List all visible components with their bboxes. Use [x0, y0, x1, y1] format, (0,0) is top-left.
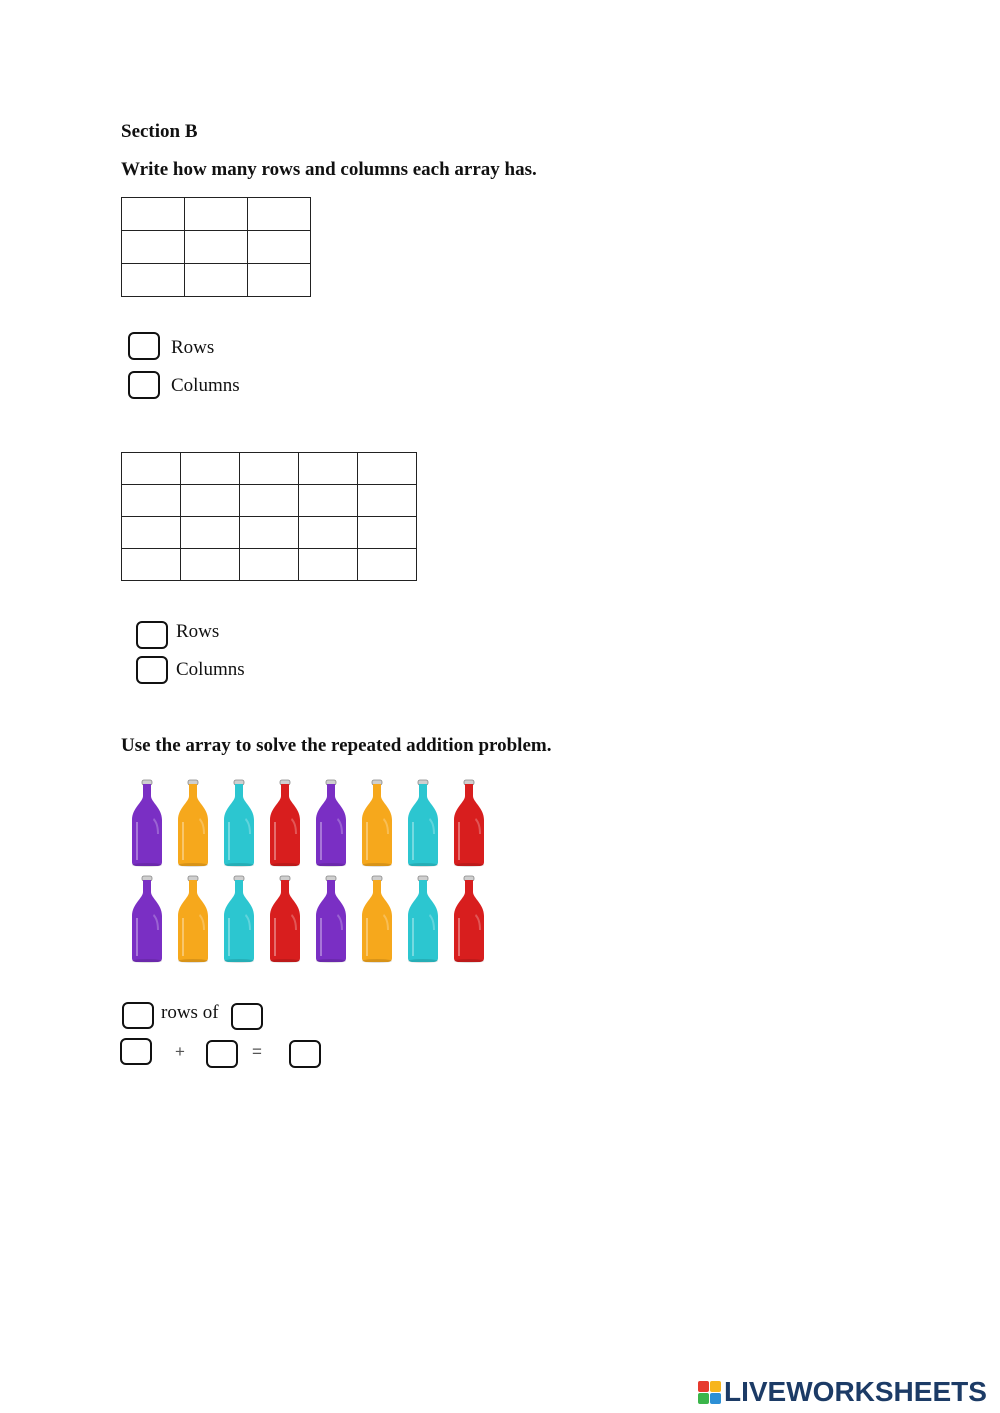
- grid-cell: [299, 485, 358, 517]
- grid-cell: [248, 264, 311, 297]
- grid-cell: [358, 453, 417, 485]
- grid-cell: [248, 198, 311, 231]
- grid-cell: [240, 549, 299, 581]
- grid-row: [122, 485, 417, 517]
- bottle-icon: [400, 778, 446, 868]
- grid-cell: [185, 264, 248, 297]
- grid-row: [122, 198, 311, 231]
- grid-cell: [240, 453, 299, 485]
- bottle-icon: [308, 874, 354, 964]
- grid-cell: [181, 549, 240, 581]
- bottle-icon: [262, 778, 308, 868]
- bottle-icon: [216, 778, 262, 868]
- array-1-columns-answer-box[interactable]: [128, 371, 160, 399]
- grid-cell: [185, 231, 248, 264]
- bottle-icon: [354, 778, 400, 868]
- grid-cell: [122, 231, 185, 264]
- grid-cell: [181, 453, 240, 485]
- grid-cell: [299, 453, 358, 485]
- bottle-row: [124, 778, 492, 868]
- bottle-icon: [446, 778, 492, 868]
- bottle-icon: [124, 778, 170, 868]
- sum-answer-box[interactable]: [289, 1040, 321, 1068]
- grid-cell: [358, 485, 417, 517]
- grid-cell: [122, 198, 185, 231]
- per-row-answer-box[interactable]: [231, 1003, 263, 1030]
- logo-tile: [698, 1381, 709, 1392]
- grid-cell: [122, 549, 181, 581]
- grid-cell: [122, 517, 181, 549]
- logo-tile: [710, 1393, 721, 1404]
- logo-text: LIVEWORKSHEETS: [724, 1376, 987, 1407]
- grid-cell: [299, 517, 358, 549]
- array-2-rows-answer-box[interactable]: [136, 621, 168, 649]
- grid-cell: [181, 517, 240, 549]
- equals-sign: =: [252, 1042, 262, 1061]
- array-2-columns-label: Columns: [176, 659, 245, 680]
- addend-2-answer-box[interactable]: [206, 1040, 238, 1068]
- liveworksheets-logo: [698, 1376, 987, 1408]
- bottle-row: [124, 874, 492, 964]
- bottle-icon: [124, 874, 170, 964]
- array-1-rows-answer-box[interactable]: [128, 332, 160, 360]
- grid-row: [122, 453, 417, 485]
- instruction-rows-columns: Write how many rows and columns each array has.: [121, 159, 537, 180]
- logo-tile: [710, 1381, 721, 1392]
- array-2-columns-answer-box[interactable]: [136, 656, 168, 684]
- logo-tiles-icon: [698, 1381, 721, 1404]
- grid-cell: [240, 485, 299, 517]
- grid-cell: [248, 231, 311, 264]
- array-grid-2: [121, 452, 417, 581]
- grid-cell: [240, 517, 299, 549]
- section-title: Section B: [121, 121, 198, 142]
- bottle-icon: [216, 874, 262, 964]
- grid-cell: [181, 485, 240, 517]
- grid-cell: [299, 549, 358, 581]
- grid-cell: [358, 549, 417, 581]
- array-1-columns-label: Columns: [171, 375, 240, 396]
- bottle-icon: [170, 874, 216, 964]
- bottle-icon: [400, 874, 446, 964]
- logo-tile: [698, 1393, 709, 1404]
- grid-cell: [122, 453, 181, 485]
- bottle-icon: [446, 874, 492, 964]
- addend-1-answer-box[interactable]: [120, 1038, 152, 1065]
- bottle-icon: [262, 874, 308, 964]
- grid-cell: [122, 264, 185, 297]
- array-grid-1: [121, 197, 311, 297]
- grid-row: [122, 517, 417, 549]
- grid-cell: [185, 198, 248, 231]
- rows-of-label: rows of: [161, 1002, 219, 1023]
- grid-cell: [358, 517, 417, 549]
- array-1-rows-label: Rows: [171, 337, 215, 358]
- bottle-array-image: [124, 778, 492, 970]
- plus-sign: +: [175, 1042, 185, 1061]
- array-2-rows-label: Rows: [176, 621, 220, 642]
- bottle-icon: [308, 778, 354, 868]
- instruction-repeated-addition: Use the array to solve the repeated addition problem.: [121, 735, 552, 756]
- grid-row: [122, 549, 417, 581]
- bottle-icon: [354, 874, 400, 964]
- grid-row: [122, 231, 311, 264]
- grid-cell: [122, 485, 181, 517]
- grid-row: [122, 264, 311, 297]
- bottle-icon: [170, 778, 216, 868]
- rows-count-answer-box[interactable]: [122, 1002, 154, 1029]
